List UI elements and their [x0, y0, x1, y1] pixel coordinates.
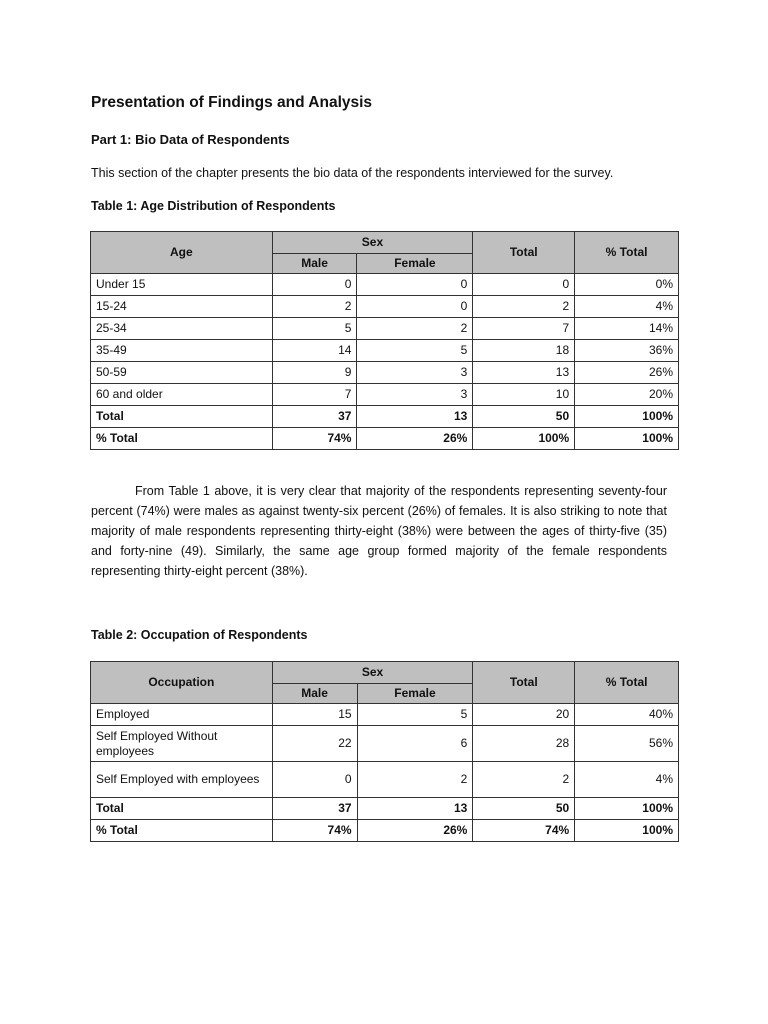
total-value: 10 [473, 384, 575, 406]
female-value: 5 [357, 704, 473, 726]
pct-value: 4% [575, 762, 679, 798]
male-value: 14 [272, 340, 357, 362]
row-label: % Total [91, 428, 273, 450]
row-label: 25-34 [91, 318, 273, 340]
female-value: 13 [357, 798, 473, 820]
female-value: 3 [357, 362, 473, 384]
male-value: 15 [272, 704, 357, 726]
row-label: 60 and older [91, 384, 273, 406]
pct-value: 26% [575, 362, 679, 384]
table-row [91, 340, 679, 362]
row-label: Employed [91, 704, 273, 726]
table-row [91, 318, 679, 340]
table-row [91, 820, 679, 842]
table-row [91, 274, 679, 296]
table-row [91, 384, 679, 406]
pct-value: 100% [575, 820, 679, 842]
female-value: 13 [357, 406, 473, 428]
total-value: 100% [473, 428, 575, 450]
header-female: Female [357, 254, 473, 274]
pct-value: 36% [575, 340, 679, 362]
pct-value: 100% [575, 798, 679, 820]
intro-paragraph: This section of the chapter presents the bio data of the respondents interviewed for the survey. [91, 166, 614, 180]
row-label: 35-49 [91, 340, 273, 362]
male-value: 74% [272, 428, 357, 450]
pct-value: 100% [575, 406, 679, 428]
male-value: 37 [272, 406, 357, 428]
male-value: 9 [272, 362, 357, 384]
female-value: 2 [357, 762, 473, 798]
header-sex: Sex [272, 232, 473, 254]
male-value: 2 [272, 296, 357, 318]
male-value: 5 [272, 318, 357, 340]
male-value: 0 [272, 274, 357, 296]
female-value: 0 [357, 296, 473, 318]
analysis-paragraph: From Table 1 above, it is very clear that majority of the respondents representing seventy-four percent (74%) were males as against twenty-six percent (26%) of females. It is also striking to note that majority of male respondents representing thirty-eight (38%) were between the ages of thirty-five (35) and forty-nine (49). Similarly, the same age group formed majority of the female respondents representing thirty-eight percent (38%). [91, 484, 667, 578]
total-value: 18 [473, 340, 575, 362]
table-row [91, 406, 679, 428]
header-age: Age [91, 232, 273, 274]
male-value: 0 [272, 762, 357, 798]
male-value: 37 [272, 798, 357, 820]
total-value: 20 [473, 704, 575, 726]
pct-value: 0% [575, 274, 679, 296]
table-row [91, 762, 679, 798]
pct-value: 14% [575, 318, 679, 340]
header-pct-total: % Total [575, 662, 679, 704]
female-value: 2 [357, 318, 473, 340]
header-male: Male [272, 254, 357, 274]
table-row [91, 428, 679, 450]
header-occupation: Occupation [91, 662, 273, 704]
row-label: % Total [91, 820, 273, 842]
header-sex: Sex [272, 662, 473, 684]
row-label: Self Employed Without employees [91, 726, 273, 762]
table-row [91, 296, 679, 318]
total-value: 74% [473, 820, 575, 842]
table2-caption: Table 2: Occupation of Respondents [91, 628, 308, 642]
female-value: 0 [357, 274, 473, 296]
total-value: 2 [473, 762, 575, 798]
pct-value: 56% [575, 726, 679, 762]
header-total: Total [473, 662, 575, 704]
table-row [91, 704, 679, 726]
row-label: 50-59 [91, 362, 273, 384]
row-label: Total [91, 798, 273, 820]
male-value: 22 [272, 726, 357, 762]
table-row [91, 362, 679, 384]
pct-value: 100% [575, 428, 679, 450]
age-distribution-table [90, 231, 679, 450]
header-total: Total [473, 232, 575, 274]
female-value: 5 [357, 340, 473, 362]
row-label: Self Employed with employees [91, 762, 273, 798]
table-row [91, 726, 679, 762]
section-heading: Part 1: Bio Data of Respondents [91, 132, 290, 147]
header-pct-total: % Total [575, 232, 679, 274]
total-value: 7 [473, 318, 575, 340]
total-value: 28 [473, 726, 575, 762]
row-label: Under 15 [91, 274, 273, 296]
pct-value: 20% [575, 384, 679, 406]
occupation-table [90, 661, 679, 842]
header-male: Male [272, 684, 357, 704]
pct-value: 40% [575, 704, 679, 726]
header-female: Female [357, 684, 473, 704]
row-label: 15-24 [91, 296, 273, 318]
female-value: 26% [357, 820, 473, 842]
pct-value: 4% [575, 296, 679, 318]
total-value: 13 [473, 362, 575, 384]
total-value: 50 [473, 406, 575, 428]
total-value: 50 [473, 798, 575, 820]
table-row [91, 798, 679, 820]
row-label: Total [91, 406, 273, 428]
total-value: 0 [473, 274, 575, 296]
female-value: 26% [357, 428, 473, 450]
female-value: 6 [357, 726, 473, 762]
male-value: 7 [272, 384, 357, 406]
total-value: 2 [473, 296, 575, 318]
male-value: 74% [272, 820, 357, 842]
table1-caption: Table 1: Age Distribution of Respondents [91, 199, 336, 213]
page-title: Presentation of Findings and Analysis [91, 94, 373, 111]
female-value: 3 [357, 384, 473, 406]
